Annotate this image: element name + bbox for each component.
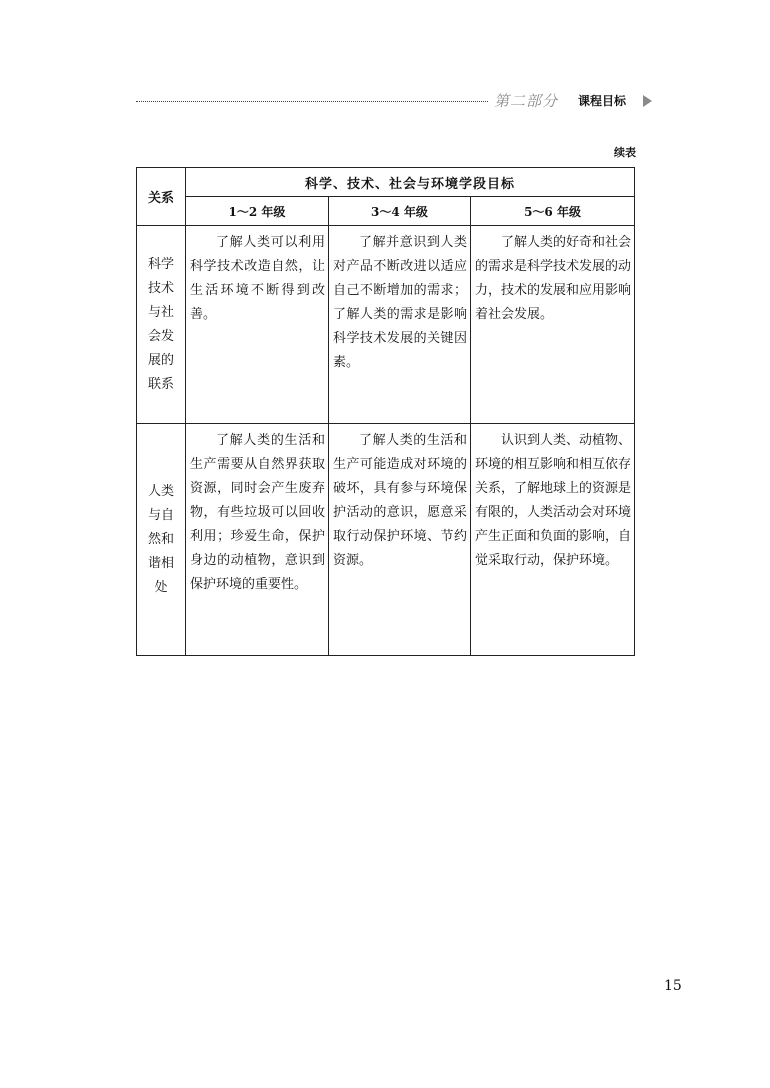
grade-header-5-6: 5～6 年级 (471, 197, 635, 226)
relation-line: 与社 (147, 304, 174, 320)
relation-line: 联系 (147, 376, 174, 392)
running-header (136, 90, 656, 114)
grade-header-row (137, 197, 635, 226)
relation-line: 科学 (147, 256, 174, 272)
relation-header: 关系 (137, 168, 186, 226)
goal-text: 了解人类的生活和生产需要从自然界获取资源，同时会产生废弃物，有些垃圾可以回收利用；珍爱生命，保护身边的动植物，意识到保护环境的重要性。 (190, 433, 325, 592)
table-row (137, 226, 635, 424)
goal-cell-grade-1-2 (186, 424, 329, 656)
goal-cell-grade-5-6 (471, 424, 635, 656)
relation-line: 技术 (147, 280, 174, 296)
triangle-right-icon (643, 95, 652, 107)
table-row (137, 424, 635, 656)
header-section-label: 课程目标 (578, 94, 627, 108)
page-number: 15 (664, 978, 682, 994)
grade-header-1-2: 1～2 年级 (186, 197, 329, 226)
relation-line: 然和 (147, 531, 174, 547)
goal-text: 了解并意识到人类对产品不断改进以适应自己不断增加的需求；了解人类的需求是影响科学技术发展的关键因素。 (333, 235, 467, 370)
goal-cell-grade-5-6 (471, 226, 635, 424)
goal-text: 了解人类可以利用科学技术改造自然，让生活环境不断得到改善。 (190, 235, 325, 322)
relation-line: 人类 (147, 483, 174, 499)
relation-line: 会发 (147, 328, 174, 344)
goal-cell-grade-3-4 (329, 424, 471, 656)
goal-cell-grade-3-4 (329, 226, 471, 424)
header-part-label: 第二部分 (494, 92, 559, 110)
goal-text: 认识到人类、动植物、环境的相互影响和相互依存关系，了解地球上的资源是有限的，人类活动会对环境产生正面和负面的影响，自觉采取行动，保护环境。 (475, 433, 632, 568)
goals-main-header: 科学、技术、社会与环境学段目标 (186, 168, 635, 197)
relation-cell (137, 424, 186, 656)
grade-header-3-4: 3～4 年级 (329, 197, 471, 226)
continued-label: 续表 (614, 146, 636, 159)
relation-line: 与自 (147, 507, 174, 523)
relation-line: 谐相 (147, 555, 174, 571)
relation-line: 处 (154, 579, 168, 595)
stage-goals-table (136, 167, 635, 656)
goal-cell-grade-1-2 (186, 226, 329, 424)
relation-cell (137, 226, 186, 424)
goal-text: 了解人类的生活和生产可能造成对环境的破坏，具有参与环境保护活动的意识，愿意采取行动保护环境、节约资源。 (333, 433, 467, 568)
goal-text: 了解人类的好奇和社会的需求是科学技术发展的动力，技术的发展和应用影响着社会发展。 (475, 235, 632, 322)
header-dotted-rule (136, 101, 488, 102)
table-header-row (137, 168, 635, 197)
relation-line: 展的 (147, 352, 174, 368)
